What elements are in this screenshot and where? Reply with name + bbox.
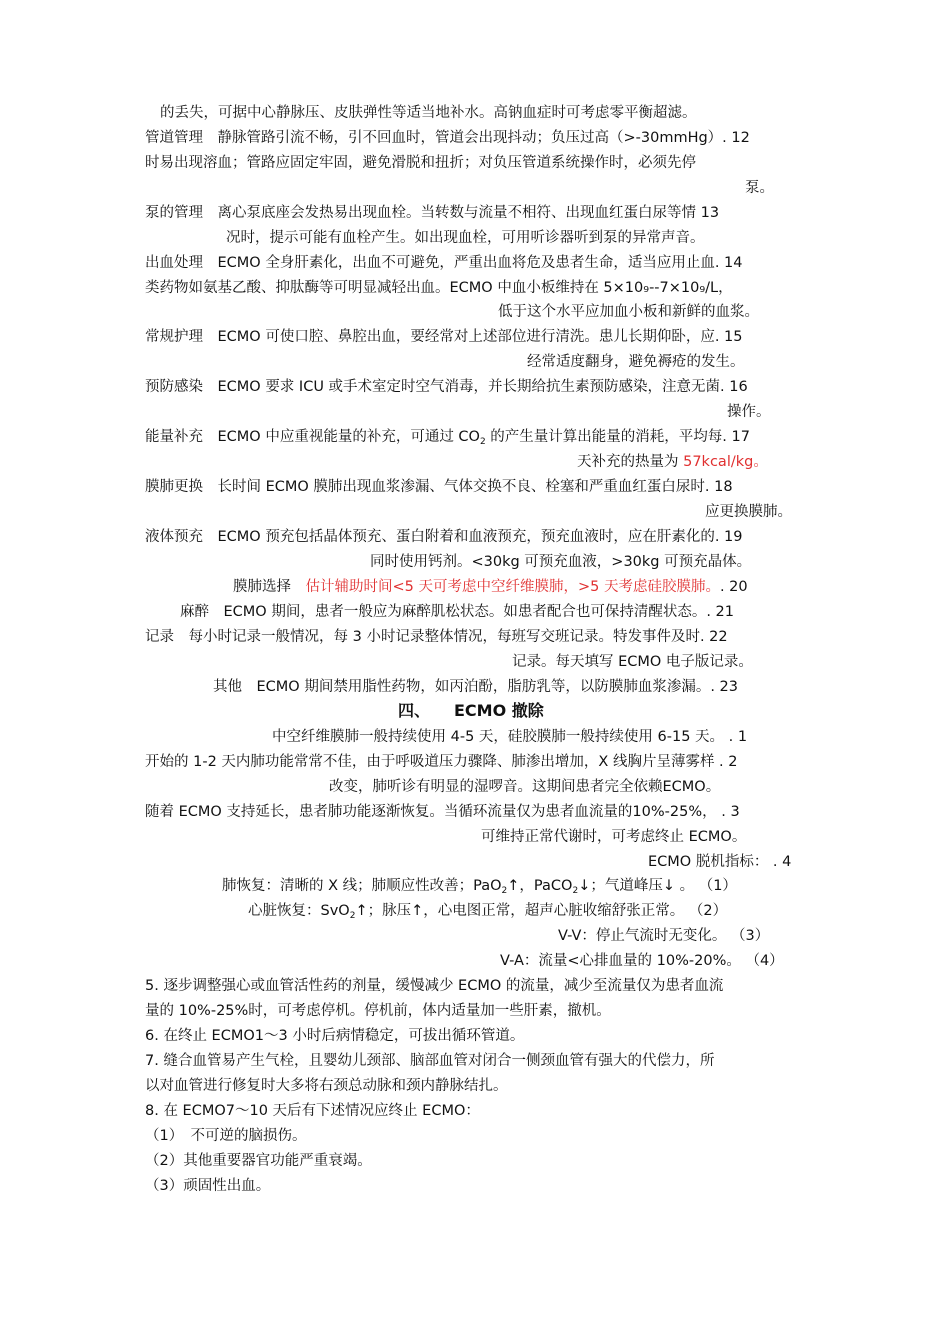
text-segment: ↑；脉压↑，心电图正常，超声心脏收缩舒张正常。 （2）: [355, 903, 728, 919]
highlighted-text: 估计辅助时间<5 天可考虑中空纤维膜肺，>5 天考虑硅胶膜肺。: [305, 579, 720, 595]
text-line: 管道管理 静脉管路引流不畅，引不回血时，管道会出现抖动；负压过高（>-30mmHg）. 12: [145, 130, 750, 146]
text-line: 出血处理 ECMO 全身肝素化，出血不可避免，严重出血将危及患者生命，适当应用止血. 14: [145, 255, 743, 271]
text-line: 改变，肺听诊有明显的湿啰音。这期间患者完全依赖ECMO。: [329, 779, 721, 795]
text-line: 量的 10%-25%时，可考虑停机。停机前，体内适量加一些肝素，撤机。: [145, 1003, 611, 1019]
text-line: 预防感染 ECMO 要求 ICU 或手术室定时空气消毒，并长期给抗生素预防感染，注意无菌. 16: [145, 379, 748, 395]
text-line: 5. 逐步调整强心或血管活性药的剂量，缓慢减少 ECMO 的流量，减少至流量仅为患者血流: [145, 978, 724, 994]
text-line: 6. 在终止 ECMO1～3 小时后病情稳定，可拔出循环管道。: [145, 1028, 525, 1044]
text-line: [233, 577, 748, 597]
text-line: V-V：停止气流时无变化。 （3）: [558, 928, 770, 944]
text-line: 泵的管理 离心泵底座会发热易出现血栓。当转数与流量不相符、出现血红蛋白尿等情 13: [145, 205, 720, 221]
text-line: 的丢失，可据中心静脉压、皮肤弹性等适当地补水。高钠血症时可考虑零平衡超滤。: [160, 105, 697, 121]
text-segment: 能量补充 ECMO 中应重视能量的补充，可通过 CO: [145, 429, 480, 445]
text-segment: . 20: [719, 579, 748, 595]
text-line: 低于这个水平应加血小板和新鲜的血浆。: [498, 304, 759, 320]
text-line: [577, 452, 768, 472]
highlighted-value: 57kcal/kg。: [683, 454, 768, 470]
subscript: 2: [572, 886, 579, 896]
text-line: 泵。: [745, 180, 774, 196]
text-line: 记录 每小时记录一般情况，每 3 小时记录整体情况，每班写交班记录。特发事件及时. 22: [145, 629, 728, 645]
text-line: 中空纤维膜肺一般持续使用 4-5 天，硅胶膜肺一般持续使用 6-15 天。 . 1: [272, 729, 748, 745]
text-line: 常规护理 ECMO 可使口腔、鼻腔出血，要经常对上述部位进行清洗。患儿长期仰卧，应. 15: [145, 329, 743, 345]
text-segment: ↓；气道峰压↓ 。 （1）: [578, 878, 737, 894]
text-line: 液体预充 ECMO 预充包括晶体预充、蛋白附着和血液预充，预充血液时，应在肝素化的. 19: [145, 529, 743, 545]
text-line: ECMO 脱机指标： . 4: [648, 854, 792, 870]
text-line: [222, 876, 737, 896]
text-line: [248, 901, 727, 921]
text-line: 经常适度翻身，避免褥疮的发生。: [527, 354, 745, 370]
section-heading: 四、 ECMO 撤除: [398, 701, 544, 720]
text-segment: 心脏恢复：SvO: [248, 903, 350, 919]
text-segment: 肺恢复：清晰的 X 线；肺顺应性改善；PaO: [222, 878, 502, 894]
text-segment: 的产生量计算出能量的消耗，平均每. 17: [485, 429, 750, 445]
text-segment: 膜肺选择: [233, 579, 306, 595]
text-segment: 天补充的热量为: [577, 454, 684, 470]
text-line: V-A：流量<心排血量的 10%-20%。 （4）: [500, 953, 784, 969]
text-line: 开始的 1-2 天内肺功能常常不佳，由于呼吸道压力骤降、肺渗出增加，X 线胸片呈薄雾样 . 2: [145, 754, 738, 770]
text-line: 类药物如氨基乙酸、抑肽酶等可明显减轻出血。ECMO 中血小板维持在 5×10₉--7×10₉/L，: [145, 280, 733, 296]
text-line: 膜肺更换 长时间 ECMO 膜肺出现血浆渗漏、气体交换不良、栓塞和严重血红蛋白尿时. 18: [145, 479, 733, 495]
subscript: 2: [501, 886, 508, 896]
text-line: 麻醉 ECMO 期间，患者一般应为麻醉肌松状态。如患者配合也可保持清醒状态。. 21: [180, 604, 734, 620]
text-line: 以对血管进行修复时大多将右颈总动脉和颈内静脉结扎。: [145, 1078, 508, 1094]
text-line: 时易出现溶血；管路应固定牢固，避免滑脱和扭折；对负压管道系统操作时，必须先停: [145, 155, 696, 171]
text-line: 7. 缝合血管易产生气栓，且婴幼儿颈部、脑部血管对闭合一侧颈血管有强大的代偿力，所: [145, 1053, 715, 1069]
text-line: 操作。: [727, 404, 771, 420]
text-line: 随着 ECMO 支持延长，患者肺功能逐渐恢复。当循环流量仅为患者血流量的10%-25%， . 3: [145, 804, 740, 820]
text-line: 其他 ECMO 期间禁用脂性药物，如丙泊酚，脂肪乳等，以防膜肺血浆渗漏。. 23: [213, 679, 738, 695]
text-line: 8. 在 ECMO7～10 天后有下述情况应终止 ECMO：: [145, 1103, 480, 1119]
text-line: 记录。每天填写 ECMO 电子版记录。: [512, 654, 753, 670]
list-item: （2）其他重要器官功能严重衰竭。: [145, 1153, 372, 1169]
text-line: 同时使用钙剂。<30kg 可预充血液，>30kg 可预充晶体。: [370, 554, 752, 570]
text-line: 况时，提示可能有血栓产生。如出现血栓，可用听诊器听到泵的异常声音。: [226, 230, 705, 246]
list-item: （3）顽固性出血。: [145, 1178, 271, 1194]
text-line: [145, 427, 750, 447]
text-line: 可维持正常代谢时，可考虑终止 ECMO。: [481, 829, 747, 845]
text-segment: ↑，PaCO: [507, 878, 573, 894]
subscript: 2: [479, 437, 486, 447]
text-line: 应更换膜肺。: [705, 504, 792, 520]
list-item: （1） 不可逆的脑损伤。: [145, 1128, 307, 1144]
subscript: 2: [349, 911, 356, 921]
